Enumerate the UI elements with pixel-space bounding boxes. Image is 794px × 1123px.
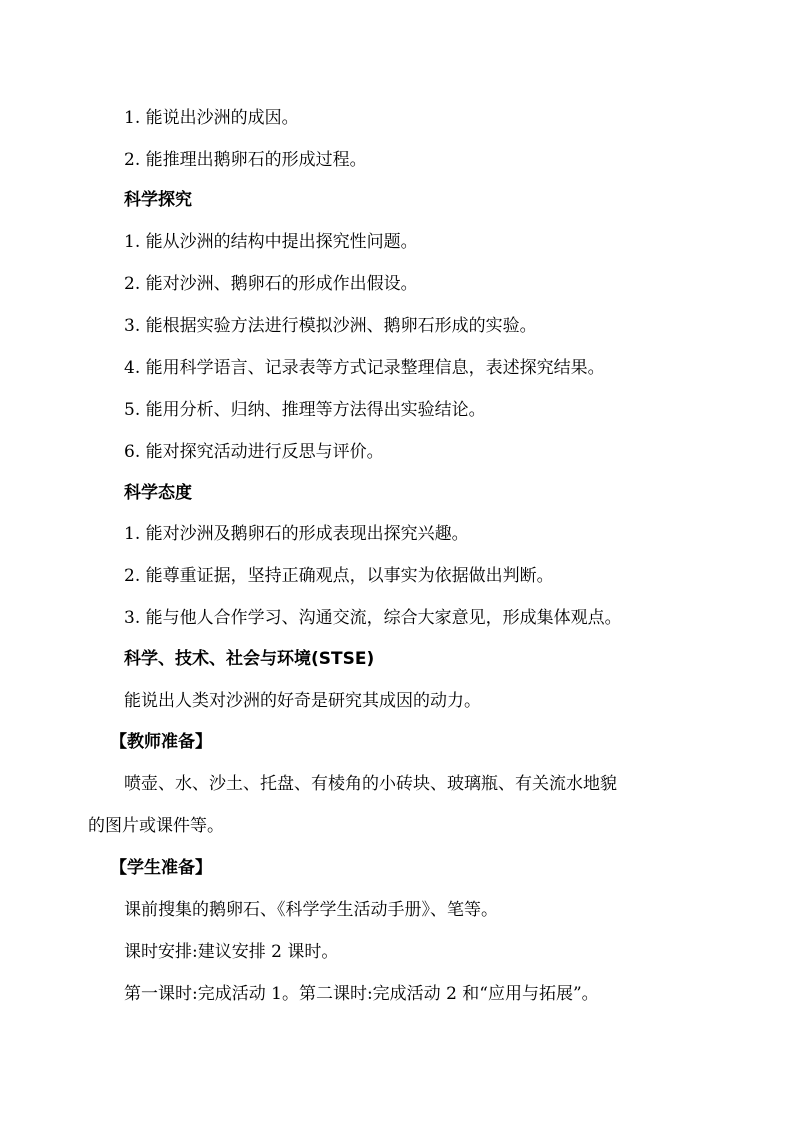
- attitude-item-3: 3. 能与他人合作学习、沟通交流，综合大家意见，形成集体观点。: [124, 608, 622, 628]
- attitude-item-2: 2. 能尊重证据，坚持正确观点，以事实为依据做出判断。: [124, 566, 554, 586]
- knowledge-item-1: 1. 能说出沙洲的成因。: [124, 108, 299, 128]
- student-prep-text: 课前搜集的鹅卵石、《科学学生活动手册》、笔等。: [124, 900, 498, 920]
- schedule-detail: 第一课时:完成活动 1。第二课时:完成活动 2 和“应用与拓展”。: [124, 984, 599, 1004]
- section-heading-teacher-prep: 【教师准备】: [110, 732, 212, 752]
- section-heading-inquiry: 科学探究: [124, 190, 192, 210]
- teacher-prep-line-2: 的图片或课件等。: [88, 816, 224, 836]
- schedule-text: 课时安排:建议安排 2 课时。: [124, 942, 339, 962]
- section-heading-stse: 科学、技术、社会与环境(STSE): [124, 649, 375, 669]
- inquiry-item-4: 4. 能用科学语言、记录表等方式记录整理信息，表述探究结果。: [124, 358, 605, 378]
- attitude-item-1: 1. 能对沙洲及鹅卵石的形成表现出探究兴趣。: [124, 524, 469, 544]
- inquiry-item-2: 2. 能对沙洲、鹅卵石的形成作出假设。: [124, 274, 418, 294]
- knowledge-item-2: 2. 能推理出鹅卵石的形成过程。: [124, 150, 367, 170]
- section-heading-student-prep: 【学生准备】: [110, 858, 212, 878]
- inquiry-item-1: 1. 能从沙洲的结构中提出探究性问题。: [124, 232, 418, 252]
- section-heading-attitude: 科学态度: [124, 483, 192, 503]
- teacher-prep-line-1: 喷壶、水、沙土、托盘、有棱角的小砖块、玻璃瓶、有关流水地貌: [124, 774, 617, 794]
- stse-text: 能说出人类对沙洲的好奇是研究其成因的动力。: [124, 691, 481, 711]
- inquiry-item-5: 5. 能用分析、归纳、推理等方法得出实验结论。: [124, 400, 486, 420]
- inquiry-item-6: 6. 能对探究活动进行反思与评价。: [124, 442, 384, 462]
- inquiry-item-3: 3. 能根据实验方法进行模拟沙洲、鹅卵石形成的实验。: [124, 316, 537, 336]
